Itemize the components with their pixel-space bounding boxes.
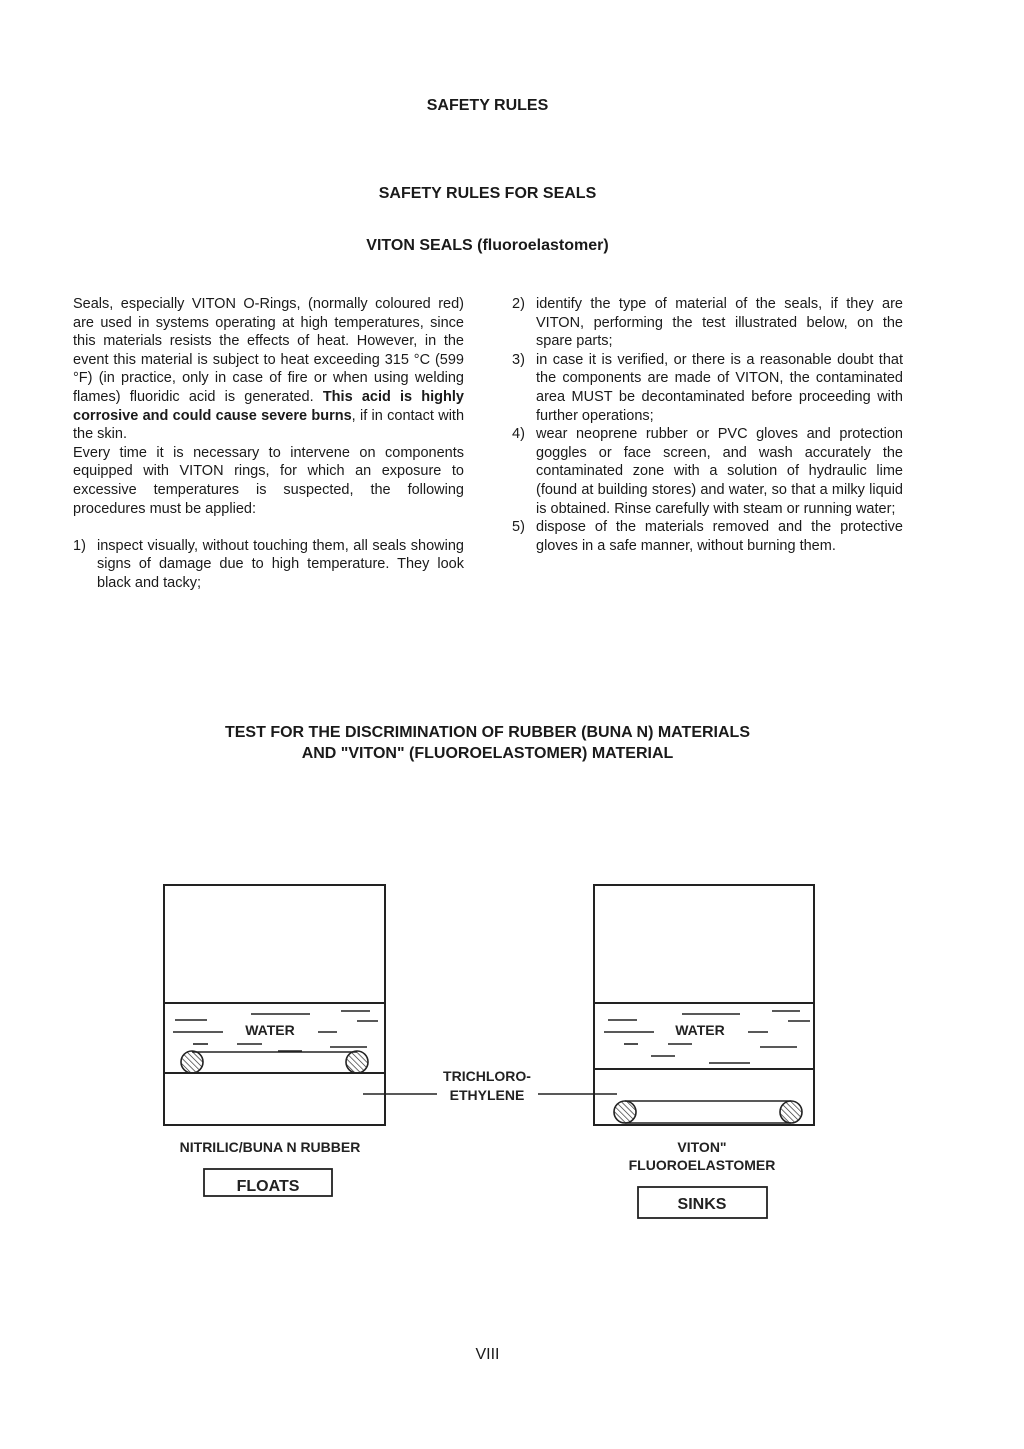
test-title	[0, 722, 975, 764]
list-item	[73, 537, 464, 593]
list-item-number: 5)	[512, 519, 525, 536]
right-beaker	[594, 885, 814, 1125]
list-item-text: inspect visually, without touching them, all seals showing signs of damage due to high temperature. They look black and tacky;	[97, 537, 464, 591]
intro-paragraph	[73, 295, 464, 444]
left-beaker	[164, 885, 385, 1125]
right-oring-section-icon	[780, 1101, 802, 1123]
list-item-text: dispose of the materials removed and the protective gloves in a safe manner, without burning them.	[536, 519, 903, 554]
test-title-line1: TEST FOR THE DISCRIMINATION OF RUBBER (BUNA N) MATERIALS	[224, 724, 750, 741]
procedure-list-left	[73, 537, 464, 593]
left-oring-section-icon	[346, 1051, 368, 1073]
left-column	[73, 295, 464, 593]
warning-text: This acid is highly corrosive and could cause severe burns	[73, 388, 464, 424]
left-caption: NITRILIC/BUNA N RUBBER	[179, 1139, 361, 1155]
list-item-number: 3)	[512, 351, 525, 368]
trichloroethylene-label-line1: TRICHLORO-	[443, 1068, 531, 1084]
list-item	[512, 295, 903, 351]
list-item-text: wear neoprene rubber or PVC gloves and protection goggles or face screen, and wash accurately the contaminated zone with a solution of hydraulic lime (found at building stores) and water, so that a milky liquid is obtained. Rinse carefully with steam or running water;	[536, 426, 903, 517]
list-item-number: 2)	[512, 296, 525, 312]
procedure-intro: Every time it is necessary to intervene on components equipped with VITON rings, for which an exposure to excessive temperatures is suspected, the following procedures must be applied:	[73, 444, 464, 517]
test-title-line2: AND "VITON" (FLUOROELASTOMER) MATERIAL	[301, 745, 674, 762]
list-item-number: 1)	[73, 537, 86, 554]
right-water-label: WATER	[675, 1022, 725, 1038]
section-title: SAFETY RULES FOR SEALS	[378, 185, 597, 202]
list-item-text: in case it is verified, or there is a reasonable doubt that the components are made of VITON, the contaminated area MUST be decontaminated before proceeding with further operations;	[536, 351, 903, 424]
list-item	[512, 425, 903, 518]
list-item	[512, 518, 903, 555]
intro-text: Seals, especially VITON O-Rings, (normally coloured red) are used in systems operating at high temperatures, since this materials resists the effects of heat. However, in the event this material is subject to heat exceeding 315 °C (599 °F) (in practice, only in case of fire or when using welding flames) fluoridic acid is generated.	[73, 296, 464, 405]
right-caption-line2: FLUOROELASTOMER	[628, 1157, 776, 1173]
list-item-number: 4)	[512, 426, 525, 443]
list-item	[512, 351, 903, 425]
right-oring-section-icon	[614, 1101, 636, 1123]
page-number: VIII	[475, 1346, 500, 1363]
test-diagram	[0, 860, 1024, 1240]
left-oring	[181, 1051, 368, 1073]
right-result-label: SINKS	[677, 1196, 727, 1213]
left-water-label: WATER	[245, 1022, 295, 1038]
left-result-label: FLOATS	[236, 1178, 300, 1195]
left-oring-section-icon	[181, 1051, 203, 1073]
intro-text-end: , if in contact with the skin.	[73, 407, 465, 443]
procedure-list-right	[512, 295, 903, 555]
right-caption-line1: VITON"	[677, 1139, 727, 1155]
subsection-title: VITON SEALS (fluoroelastomer)	[366, 237, 609, 254]
page-title: SAFETY RULES	[426, 97, 549, 114]
right-oring	[614, 1101, 802, 1123]
trichloroethylene-label-line2: ETHYLENE	[449, 1087, 525, 1103]
right-beaker-outline	[594, 885, 814, 1125]
list-item-text: identify the type of material of the seals, if they are VITON, performing the test illustrated below, on the spare parts;	[536, 296, 903, 350]
left-beaker-outline	[164, 885, 385, 1125]
right-column	[512, 295, 903, 555]
